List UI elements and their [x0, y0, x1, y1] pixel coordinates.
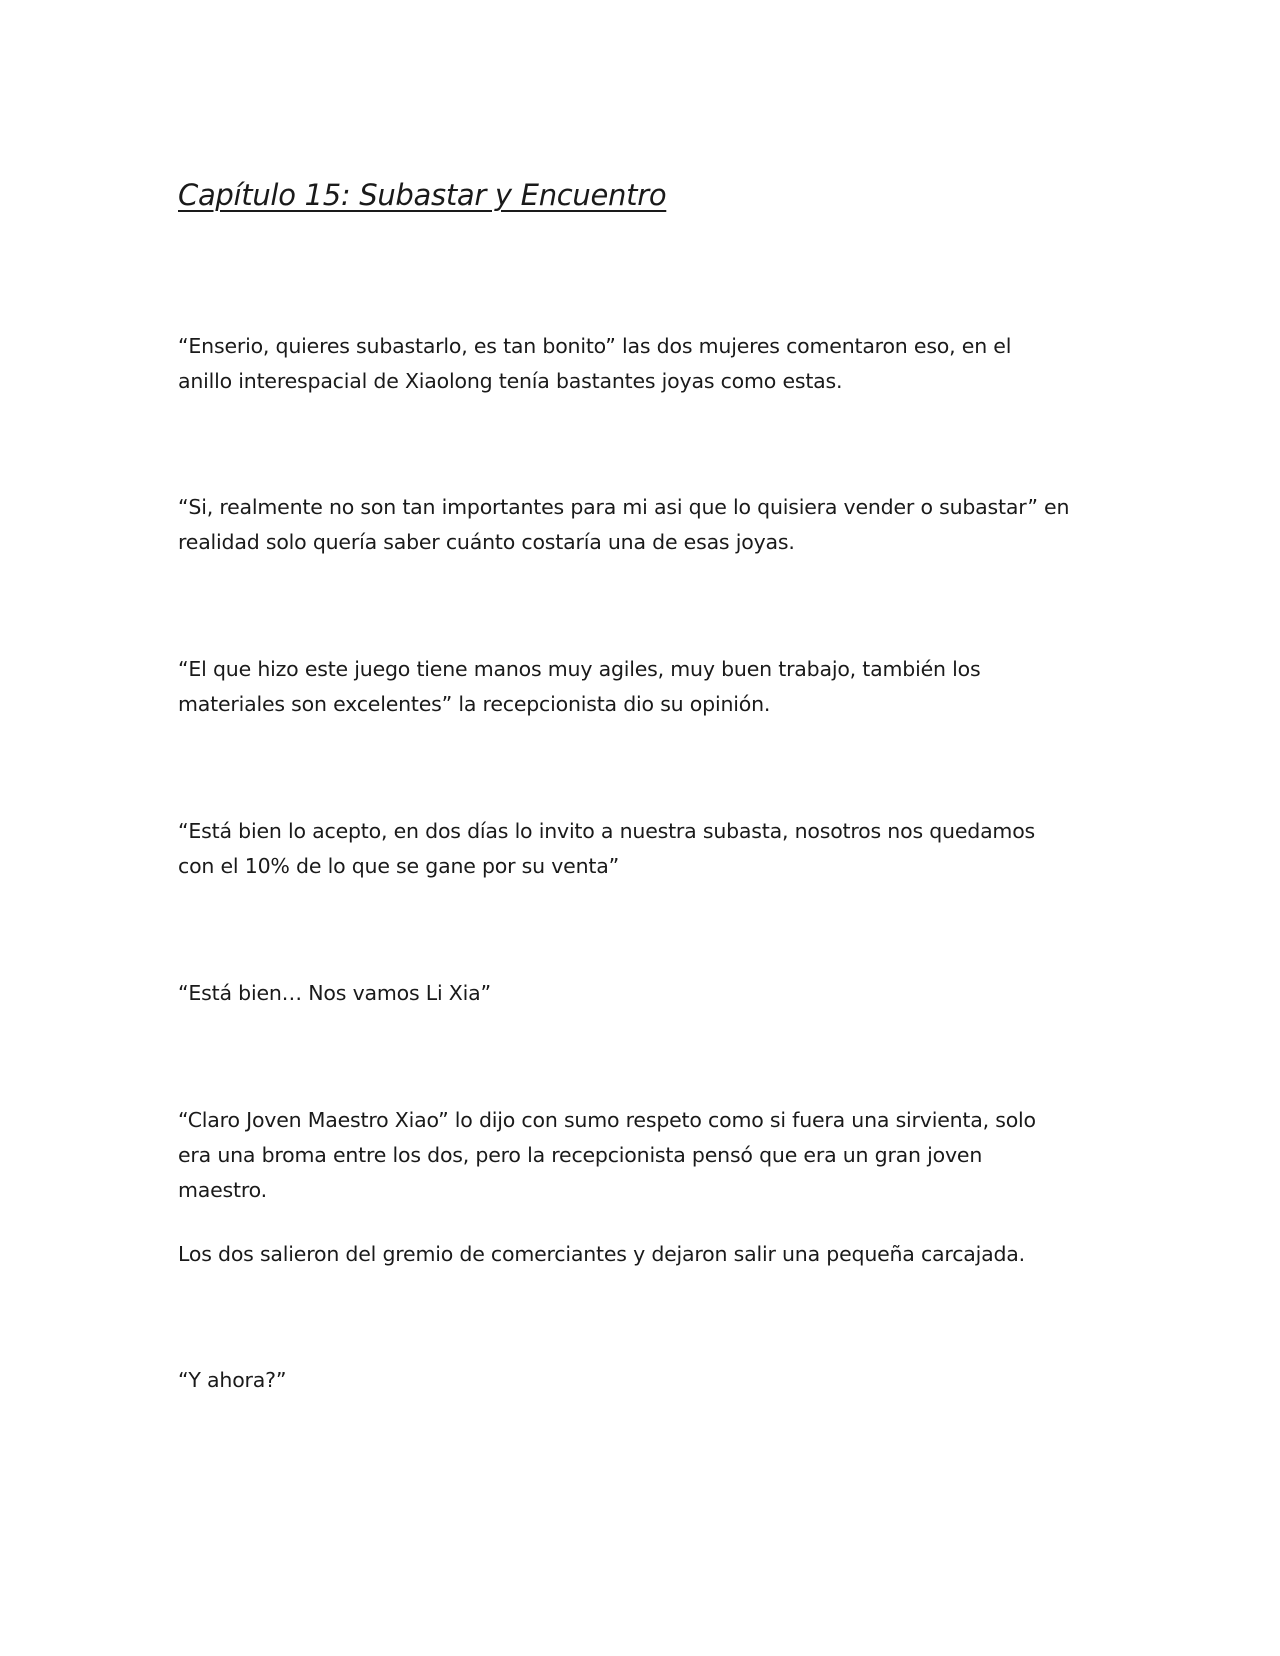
paragraph: “Está bien… Nos vamos Li Xia” [178, 981, 491, 1005]
paragraph: “Si, realmente no son tan importantes para mi asi que lo quisiera vender o subastar” en realidad solo quería saber cuánto costaría una de esas joyas. [178, 495, 1070, 554]
paragraph: “Claro Joven Maestro Xiao” lo dijo con sumo respeto como si fuera una sirvienta, solo era una broma entre los dos, pero la recepcionista pensó que era un gran joven maestro. [178, 1108, 1036, 1202]
paragraph: “El que hizo este juego tiene manos muy agiles, muy buen trabajo, también los materiales son excelentes” la recepcionista dio su opinión. [178, 657, 981, 716]
chapter-title: Capítulo 15: Subastar y Encuentro [178, 178, 667, 212]
paragraph: “Y ahora?” [178, 1368, 287, 1392]
paragraph: “Enserio, quieres subastarlo, es tan bonito” las dos mujeres comentaron eso, en el anillo interespacial de Xiaolong tenía bastantes joyas como estas. [178, 334, 1012, 393]
paragraph: Los dos salieron del gremio de comerciantes y dejaron salir una pequeña carcajada. [178, 1242, 1025, 1266]
paragraph: “Está bien lo acepto, en dos días lo invito a nuestra subasta, nosotros nos quedamos con el 10% de lo que se gane por su venta” [178, 819, 1036, 878]
